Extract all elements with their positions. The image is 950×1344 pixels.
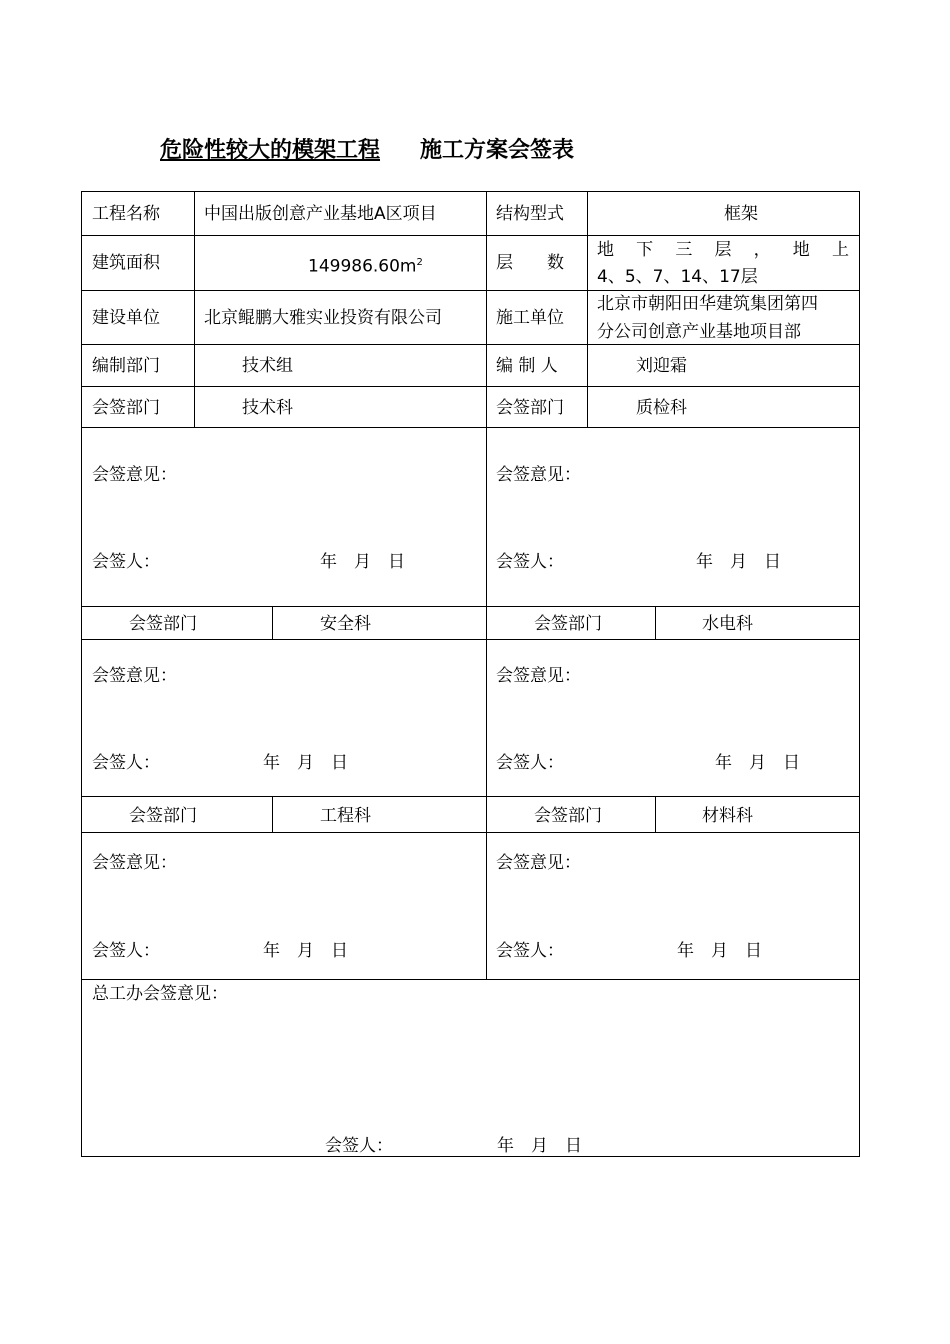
floors-char: 地 <box>597 240 614 260</box>
opinion-label: 会签意见： <box>496 465 581 485</box>
opinion-label: 会签意见： <box>92 853 177 873</box>
area-label: 建筑面积 <box>92 253 160 273</box>
sign-dept-label: 会签部门 <box>129 806 197 826</box>
signer-label: 会签人： <box>496 753 564 773</box>
sign-date: 年 月 日 <box>497 1136 582 1156</box>
floors-line-1 <box>597 240 849 260</box>
dept-engineering: 工程科 <box>320 806 371 826</box>
page-title <box>142 134 574 168</box>
sign-dept-label-2: 会签部门 <box>496 398 564 418</box>
dept-hydro: 水电科 <box>702 614 753 634</box>
signer-label: 会签人： <box>325 1136 393 1156</box>
dept-value: 技术组 <box>242 356 293 376</box>
owner-label: 建设单位 <box>92 308 160 328</box>
dept-safety: 安全科 <box>320 614 371 634</box>
title-part-1: 危险性较大的模架工程 <box>160 138 381 163</box>
project-name: 中国出版创意产业基地A区项目 <box>204 204 437 224</box>
floors-char: 地 <box>792 240 810 260</box>
opinion-label: 会签意见： <box>496 853 581 873</box>
floors-char: ， <box>753 240 771 260</box>
sign-dept-label: 会签部门 <box>129 614 197 634</box>
author-label: 编 制 人 <box>496 356 558 376</box>
opinion-label: 会签意见： <box>496 666 581 686</box>
sign-date: 年 月 日 <box>677 941 762 961</box>
structure-label: 结构型式 <box>496 204 564 224</box>
sign-date: 年 月 日 <box>263 941 348 961</box>
sign-dept-label-1: 会签部门 <box>92 398 160 418</box>
signer-label: 会签人： <box>92 753 160 773</box>
sign-date: 年 月 日 <box>263 753 348 773</box>
floors-char: 上 <box>831 240 849 260</box>
dept-label: 编制部门 <box>92 356 160 376</box>
floors-char: 下 <box>636 240 654 260</box>
area-value: $149986.60m^2$ <box>308 256 423 277</box>
sign-date: 年 月 日 <box>696 552 781 572</box>
sign-dept-label: 会签部门 <box>534 614 602 634</box>
floors-char: 三 <box>675 240 693 260</box>
author-value: 刘迎霜 <box>636 356 687 376</box>
contractor-label: 施工单位 <box>496 308 564 328</box>
sign-dept-1: 技术科 <box>242 398 293 418</box>
sign-dept-label: 会签部门 <box>534 806 602 826</box>
signer-label: 会签人： <box>92 552 160 572</box>
sign-date: 年 月 日 <box>320 552 405 572</box>
structure-value: 框架 <box>724 204 758 224</box>
opinion-label: 会签意见： <box>92 465 177 485</box>
opinion-label: 会签意见： <box>92 666 177 686</box>
floors-label: 层 数 <box>496 253 564 273</box>
sign-date: 年 月 日 <box>715 753 800 773</box>
chief-opinion-label: 总工办会签意见： <box>92 984 228 1004</box>
floors-line-2: 4、5、7、14、17层 <box>597 267 758 287</box>
signer-label: 会签人： <box>92 941 160 961</box>
contractor-line-1: 北京市朝阳田华建筑集团第四 <box>597 294 818 314</box>
floors-char: 层 <box>714 240 732 260</box>
signer-label: 会签人： <box>496 552 564 572</box>
title-part-2: 施工方案会签表 <box>420 138 575 163</box>
signer-label: 会签人： <box>496 941 564 961</box>
sign-dept-2: 质检科 <box>636 398 687 418</box>
project-name-label: 工程名称 <box>92 204 160 224</box>
owner-value: 北京鲲鹏大雅实业投资有限公司 <box>204 308 442 328</box>
dept-materials: 材料科 <box>702 806 753 826</box>
contractor-line-2: 分公司创意产业基地项目部 <box>597 322 801 342</box>
